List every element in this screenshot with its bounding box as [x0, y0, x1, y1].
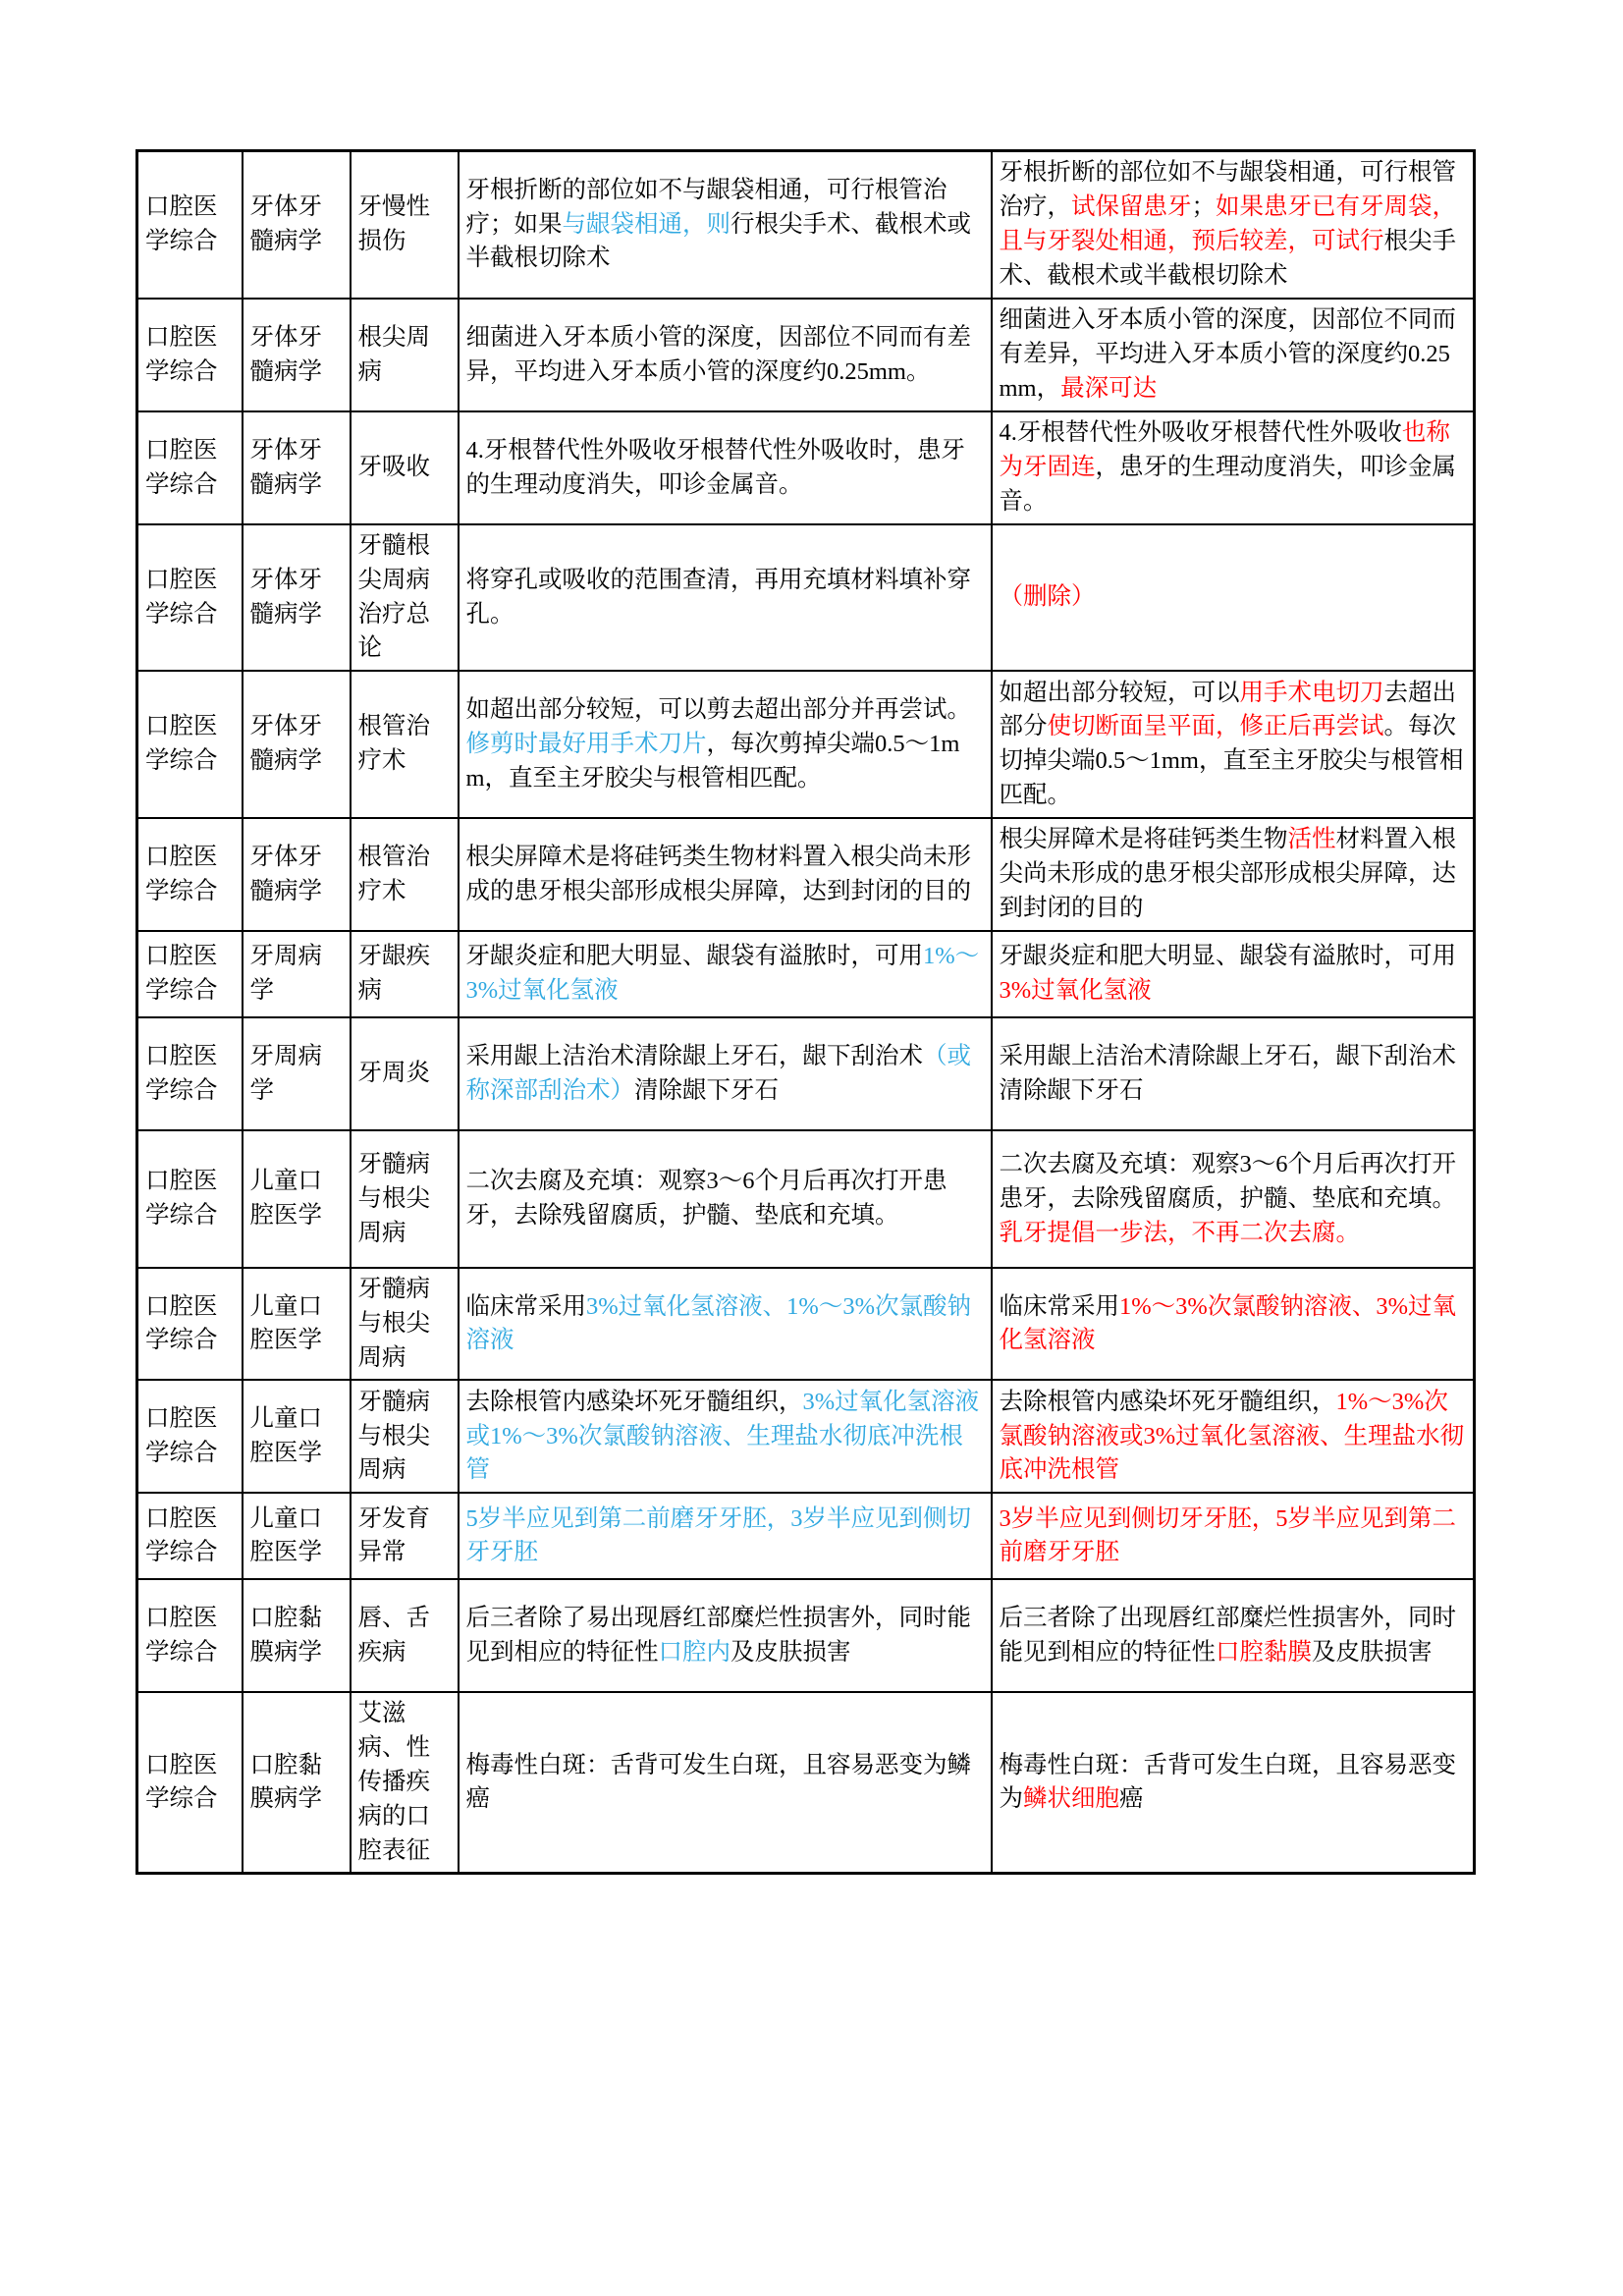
old-content-cell: [459, 1380, 992, 1493]
new-content-cell-run-black: 根尖屏障术是将硅钙类生物: [999, 826, 1288, 853]
topic-cell: 牙周炎: [351, 1017, 459, 1130]
new-content-cell-run-black: 二次去腐及充填：观察3～6个月后再次打开患牙，去除残留腐质，护髓、垫底和充填。: [999, 1150, 1456, 1212]
old-content-cell-run-blue: 3%过氧化氢溶液或1%～3%次氯酸钠溶液、生理盐水彻底冲洗根管: [465, 1388, 980, 1484]
old-content-cell-run-black: 去除根管内感染坏死牙髓组织，: [465, 1388, 803, 1415]
old-content-cell: [459, 151, 992, 300]
old-content-cell-run-black: 细菌进入牙本质小管的深度，因部位不同而有差异，平均进入牙本质小管的深度约0.25mm。: [465, 323, 971, 385]
new-content-cell-run-black: 材料置入根尖尚未形成的患牙根尖部形成根尖屏障，达到封闭的目的: [999, 826, 1456, 922]
table-body: [137, 151, 1475, 1874]
new-content-cell-run-black: 细菌进入牙本质小管的深度，因部位不同而有差异，平均进入牙本质小管的深度约0.25mm，: [999, 306, 1456, 402]
new-content-cell-run-black: 临床常采用: [999, 1292, 1119, 1320]
table-row: [137, 1380, 1475, 1493]
course-cell: 儿童口腔医学: [243, 1130, 351, 1268]
new-content-cell-run-red: 最深可达: [1060, 374, 1158, 402]
new-content-cell-run-red: （删除）: [999, 583, 1096, 611]
old-content-cell: [459, 1692, 992, 1873]
subject-cell: 口腔医学综合: [137, 1268, 243, 1380]
topic-cell: 根尖周病: [351, 299, 459, 411]
topic-cell: 根管治疗术: [351, 671, 459, 818]
topic-cell: 牙髓病与根尖周病: [351, 1380, 459, 1493]
new-content-cell: [992, 1268, 1475, 1380]
new-content-cell-run-black: 及皮肤损害: [1312, 1638, 1433, 1666]
topic-cell: 根管治疗术: [351, 818, 459, 931]
table-row: [137, 1579, 1475, 1692]
old-content-cell-run-black: 梅毒性白斑：舌背可发生白斑，且容易恶变为鳞癌: [465, 1751, 971, 1813]
old-content-cell-run-blue: 与龈袋相通，则: [562, 210, 730, 238]
topic-cell: 牙吸收: [351, 411, 459, 524]
new-content-cell-run-red: 3%过氧化氢液: [999, 977, 1152, 1005]
table-row: [137, 151, 1475, 300]
old-content-cell: [459, 1268, 992, 1380]
subject-cell: 口腔医学综合: [137, 818, 243, 931]
new-content-cell: [992, 411, 1475, 524]
old-content-cell-run-black: 牙龈炎症和肥大明显、龈袋有溢脓时，可用: [465, 943, 923, 970]
topic-cell: 牙髓病与根尖周病: [351, 1268, 459, 1380]
old-content-cell-run-black: 临床常采用: [465, 1292, 586, 1320]
subject-cell: 口腔医学综合: [137, 671, 243, 818]
course-cell: 口腔黏膜病学: [243, 1579, 351, 1692]
subject-cell: 口腔医学综合: [137, 151, 243, 300]
table-row: [137, 671, 1475, 818]
course-cell: 儿童口腔医学: [243, 1268, 351, 1380]
course-cell: 牙体牙髓病学: [243, 818, 351, 931]
table-row: [137, 1692, 1475, 1873]
subject-cell: 口腔医学综合: [137, 1493, 243, 1579]
old-content-cell-run-black: ，每次剪掉尖端0.5～1mm，直至主牙胶尖与根管相匹配。: [465, 730, 960, 792]
old-content-cell-run-black: 二次去腐及充填：观察3～6个月后再次打开患牙，去除残留腐质，护髓、垫底和充填。: [465, 1168, 947, 1230]
old-content-cell: [459, 1017, 992, 1130]
old-content-cell-run-black: 4.牙根替代性外吸收牙根替代性外吸收时，患牙的生理动度消失，叩诊金属音。: [465, 436, 965, 498]
old-content-cell-run-black: 后三者除了易出现唇红部糜烂性损害外，同时能见到相应的特征性: [465, 1605, 971, 1666]
course-cell: 牙体牙髓病学: [243, 411, 351, 524]
old-content-cell-run-blue: 5岁半应见到第二前磨牙牙胚，3岁半应见到侧切牙牙胚: [465, 1504, 971, 1566]
new-content-cell-run-black: 。每次切掉尖端0.5～1mm，直至主牙胶尖与根管相匹配。: [999, 713, 1464, 808]
old-content-cell: [459, 1493, 992, 1579]
table-row: [137, 1130, 1475, 1268]
new-content-cell-run-red: 活性: [1287, 826, 1336, 853]
old-content-cell-run-blue: 修剪时最好用手术刀片: [465, 730, 707, 757]
new-content-cell-run-black: 如超出部分较短，可以: [999, 679, 1240, 706]
new-content-cell-run-red: 3岁半应见到侧切牙牙胚，5岁半应见到第二前磨牙牙胚: [999, 1504, 1456, 1566]
new-content-cell-run-red: 试保留患牙: [1071, 193, 1192, 221]
table-row: [137, 411, 1475, 524]
topic-cell: 牙发育异常: [351, 1493, 459, 1579]
old-content-cell: [459, 931, 992, 1017]
course-cell: 牙体牙髓病学: [243, 524, 351, 671]
table-row: [137, 1268, 1475, 1380]
old-content-cell: [459, 818, 992, 931]
topic-cell: 唇、舌疾病: [351, 1579, 459, 1692]
course-cell: 牙体牙髓病学: [243, 671, 351, 818]
old-content-cell-run-black: 牙根折断的部位如不与龈袋相通，可行根管治疗；如果: [465, 176, 947, 238]
topic-cell: 艾滋病、性传播疾病的口腔表征: [351, 1692, 459, 1873]
new-content-cell-run-black: 牙龈炎症和肥大明显、龈袋有溢脓时，可用: [999, 943, 1456, 970]
old-content-cell-run-black: 采用龈上洁治术清除龈上牙石，龈下刮治术: [465, 1042, 923, 1069]
new-content-cell: [992, 1017, 1475, 1130]
new-content-cell-run-black: 4.牙根替代性外吸收牙根替代性外吸收: [999, 419, 1402, 447]
new-content-cell: [992, 299, 1475, 411]
old-content-cell-run-black: 将穿孔或吸收的范围查清，再用充填材料填补穿孔。: [465, 566, 971, 628]
table-row: [137, 299, 1475, 411]
old-content-cell: [459, 1130, 992, 1268]
new-content-cell-run-black: ；: [1191, 193, 1216, 221]
old-content-cell: [459, 411, 992, 524]
subject-cell: 口腔医学综合: [137, 931, 243, 1017]
topic-cell: 牙慢性损伤: [351, 151, 459, 300]
new-content-cell-run-red: 1%～3%次氯酸钠溶液或3%过氧化氢溶液、生理盐水彻底冲洗根管: [999, 1388, 1465, 1484]
old-content-cell: [459, 1579, 992, 1692]
subject-cell: 口腔医学综合: [137, 1017, 243, 1130]
new-content-cell-run-black: 采用龈上洁治术清除龈上牙石，龈下刮治术清除龈下牙石: [999, 1042, 1456, 1104]
course-cell: 牙体牙髓病学: [243, 151, 351, 300]
new-content-cell: [992, 818, 1475, 931]
subject-cell: 口腔医学综合: [137, 411, 243, 524]
comparison-table: [135, 149, 1476, 1875]
old-content-cell-run-blue: 1%～3%过氧化氢液: [465, 943, 980, 1005]
new-content-cell: [992, 1130, 1475, 1268]
new-content-cell-run-black: ，患牙的生理动度消失，叩诊金属音。: [999, 454, 1456, 515]
subject-cell: 口腔医学综合: [137, 299, 243, 411]
table-row: [137, 1493, 1475, 1579]
subject-cell: 口腔医学综合: [137, 1692, 243, 1873]
course-cell: 牙周病学: [243, 1017, 351, 1130]
new-content-cell: [992, 931, 1475, 1017]
table-row: [137, 1017, 1475, 1130]
old-content-cell-run-black: 如超出部分较短，可以剪去超出部分并再尝试。: [465, 695, 971, 723]
new-content-cell: [992, 1493, 1475, 1579]
new-content-cell-run-red: 也称为牙固连: [999, 419, 1450, 481]
old-content-cell-run-blue: 口腔内: [658, 1638, 730, 1666]
new-content-cell: [992, 524, 1475, 671]
old-content-cell-run-blue: 3%过氧化氢溶液、1%～3%次氯酸钠溶液: [465, 1292, 971, 1354]
table-row: [137, 931, 1475, 1017]
subject-cell: 口腔医学综合: [137, 1380, 243, 1493]
course-cell: 牙周病学: [243, 931, 351, 1017]
old-content-cell-run-blue: （或称深部刮治术）: [465, 1042, 971, 1104]
new-content-cell-run-red: 鳞状细胞: [1023, 1785, 1119, 1813]
new-content-cell-run-red: 乳牙提倡一步法，不再二次去腐。: [999, 1219, 1360, 1246]
old-content-cell: [459, 299, 992, 411]
new-content-cell: [992, 1692, 1475, 1873]
course-cell: 口腔黏膜病学: [243, 1692, 351, 1873]
old-content-cell-run-black: 及皮肤损害: [730, 1638, 851, 1666]
new-content-cell-run-black: 牙根折断的部位如不与龈袋相通，可行根管治疗，: [999, 159, 1456, 221]
course-cell: 儿童口腔医学: [243, 1380, 351, 1493]
new-content-cell-run-red: 口腔黏膜: [1216, 1638, 1312, 1666]
topic-cell: 牙髓病与根尖周病: [351, 1130, 459, 1268]
new-content-cell-run-black: 根尖手术、截根术或半截根切除术: [999, 228, 1456, 289]
old-content-cell-run-black: 清除龈下牙石: [634, 1076, 779, 1104]
subject-cell: 口腔医学综合: [137, 1579, 243, 1692]
new-content-cell: [992, 1579, 1475, 1692]
new-content-cell-run-red: 使切断面呈平面，修正后再尝试: [1047, 713, 1384, 740]
new-content-cell-run-red: 1%～3%次氯酸钠溶液、3%过氧化氢溶液: [999, 1292, 1456, 1354]
new-content-cell-run-black: 癌: [1119, 1785, 1144, 1813]
old-content-cell: [459, 524, 992, 671]
course-cell: 儿童口腔医学: [243, 1493, 351, 1579]
new-content-cell: [992, 671, 1475, 818]
old-content-cell-run-black: 根尖屏障术是将硅钙类生物材料置入根尖尚未形成的患牙根尖部形成根尖屏障，达到封闭的目的: [465, 843, 971, 904]
new-content-cell-run-black: 梅毒性白斑：舌背可发生白斑，且容易恶变为: [999, 1751, 1456, 1813]
subject-cell: 口腔医学综合: [137, 1130, 243, 1268]
table-row: [137, 524, 1475, 671]
new-content-cell: [992, 1380, 1475, 1493]
table-row: [137, 818, 1475, 931]
old-content-cell: [459, 671, 992, 818]
new-content-cell-run-black: 去除根管内感染坏死牙髓组织，: [999, 1388, 1336, 1415]
topic-cell: 牙髓根尖周病治疗总论: [351, 524, 459, 671]
new-content-cell-run-black: 后三者除了出现唇红部糜烂性损害外，同时能见到相应的特征性: [999, 1605, 1456, 1666]
new-content-cell-run-red: 如果患牙已有牙周袋，且与牙裂处相通，预后较差，可试行: [999, 193, 1456, 254]
new-content-cell-run-red: 用手术电切刀: [1239, 679, 1384, 706]
new-content-cell: [992, 151, 1475, 300]
old-content-cell-run-black: 行根尖手术、截根术或半截根切除术: [465, 210, 971, 272]
subject-cell: 口腔医学综合: [137, 524, 243, 671]
course-cell: 牙体牙髓病学: [243, 299, 351, 411]
topic-cell: 牙龈疾病: [351, 931, 459, 1017]
new-content-cell-run-black: 去超出部分: [999, 679, 1456, 740]
